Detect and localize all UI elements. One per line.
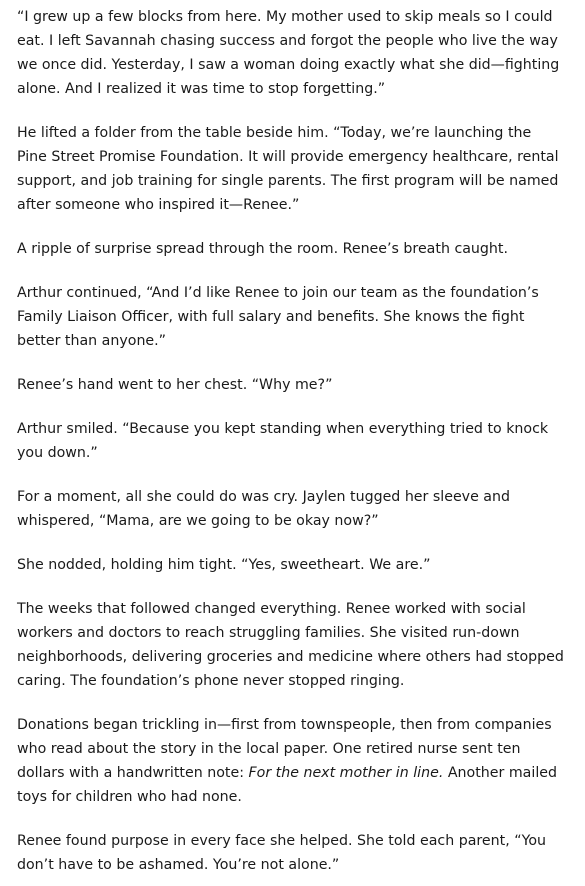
paragraph xyxy=(17,713,565,809)
paragraph: Arthur continued, “And I’d like Renee to join our team as the foundation’s Family Liaison Officer, with full salary and benefits. She knows the fight better than anyone.” xyxy=(17,285,539,349)
paragraph-text: Donations began trickling in—first from townspeople, then from companies who read about the story in the local paper. One retired nurse sent ten dollars with a handwritten note: xyxy=(17,717,552,781)
paragraph: “I grew up a few blocks from here. My mother used to skip meals so I could eat. I left Savannah chasing success and forgot the people who live the way we once did. Yesterday, I saw a woman doing exactly what she did—fighting alone. And I realized it was time to stop forgetting.” xyxy=(17,9,560,97)
paragraph: She nodded, holding him tight. “Yes, sweetheart. We are.” xyxy=(17,557,431,573)
italic-note: For the next mother in line. xyxy=(248,765,444,781)
paragraph: Arthur smiled. “Because you kept standing when everything tried to knock you down.” xyxy=(17,421,549,461)
paragraph: Renee’s hand went to her chest. “Why me?” xyxy=(17,377,333,393)
paragraph: For a moment, all she could do was cry. Jaylen tugged her sleeve and whispered, “Mama, are we going to be okay now?” xyxy=(17,489,510,529)
paragraph: A ripple of surprise spread through the room. Renee’s breath caught. xyxy=(17,241,508,257)
paragraph: The weeks that followed changed everything. Renee worked with social workers and doctors to reach struggling families. She visited run-down neighborhoods, delivering groceries and medicine where others had stopped caring. The foundation’s phone never stopped ringing. xyxy=(17,601,564,689)
paragraph: He lifted a folder from the table beside him. “Today, we’re launching the Pine Street Promise Foundation. It will provide emergency healthcare, rental support, and job training for single parents. The first program will be named after someone who inspired it—Renee.” xyxy=(17,125,559,213)
paragraph-text: Another mailed toys for children who had none. xyxy=(17,765,557,805)
paragraph: Renee found purpose in every face she helped. She told each parent, “You don’t have to be ashamed. You’re not alone.” xyxy=(17,833,547,873)
